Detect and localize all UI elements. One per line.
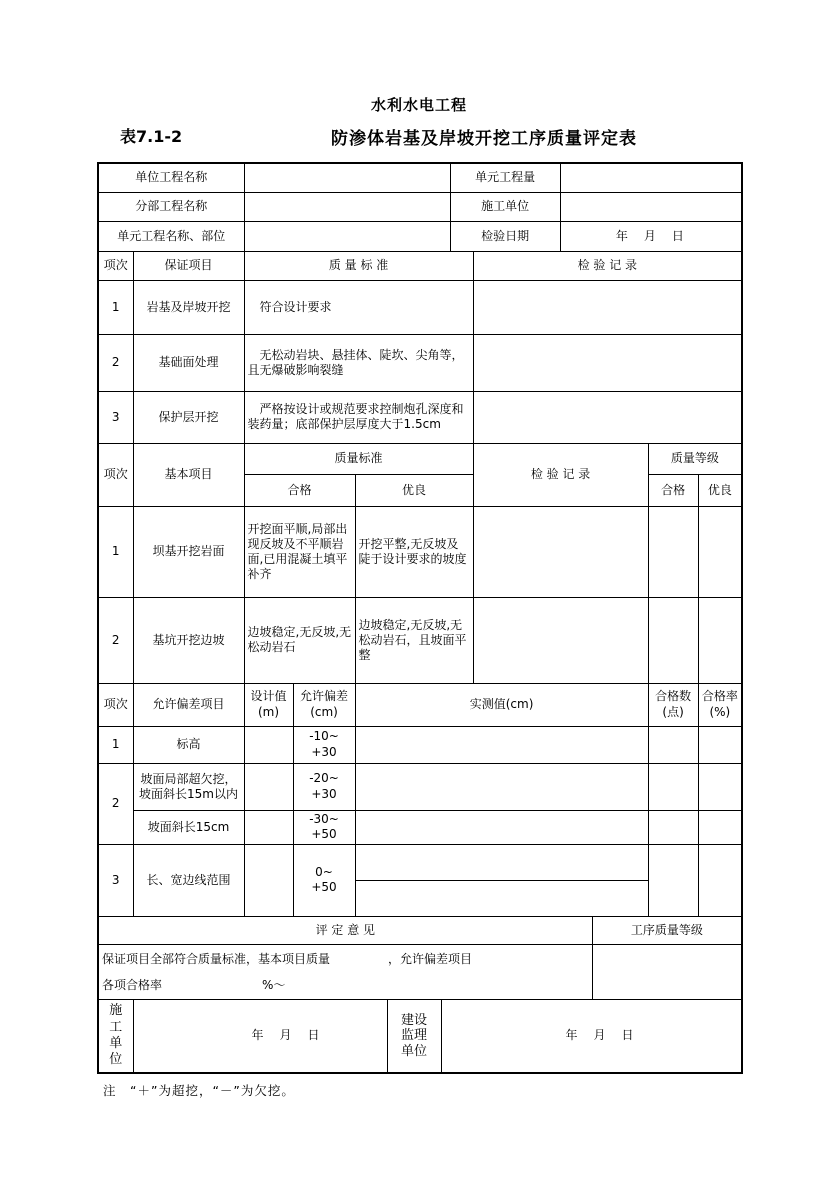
deviation-row-item: 标高 bbox=[133, 726, 244, 763]
basic-row-record bbox=[473, 597, 648, 683]
deviation-row-design-value bbox=[244, 810, 293, 844]
basic-header-index: 项次 bbox=[98, 443, 133, 506]
deviation-row-measured bbox=[355, 880, 648, 916]
deviation-row-pass-count bbox=[648, 844, 698, 916]
guarantee-header-record: 检 验 记 录 bbox=[473, 251, 742, 280]
info-label-division-project-name: 分部工程名称 bbox=[98, 192, 244, 221]
inspection-date-value: 年 月 日 bbox=[560, 221, 742, 251]
info-row-2 bbox=[98, 192, 742, 221]
info-value-construction-unit bbox=[560, 192, 742, 221]
guarantee-row-item: 保护层开挖 bbox=[133, 391, 244, 443]
basic-row-index: 1 bbox=[98, 506, 133, 597]
guarantee-row-standard: 符合设计要求 bbox=[244, 280, 473, 334]
signature-row bbox=[98, 999, 742, 1073]
deviation-header-item: 允许偏差项目 bbox=[133, 683, 244, 726]
deviation-row-pass-rate bbox=[698, 763, 742, 810]
info-value-unit-work-quantity bbox=[560, 163, 742, 192]
deviation-row-tolerance: -30~ +50 bbox=[293, 810, 355, 844]
guarantee-row-item: 岩基及岸坡开挖 bbox=[133, 280, 244, 334]
info-label-construction-unit: 施工单位 bbox=[450, 192, 560, 221]
info-value-division-project-name bbox=[244, 192, 450, 221]
deviation-row-pass-count bbox=[648, 763, 698, 810]
info-value-unit-project-name bbox=[244, 163, 450, 192]
basic-header-row-1 bbox=[98, 443, 742, 474]
supervisor-signature-area: 年 月 日 bbox=[441, 999, 742, 1073]
basic-row-1 bbox=[98, 506, 742, 597]
deviation-row-1 bbox=[98, 726, 742, 763]
basic-row-excellent-standard: 边坡稳定,无反坡,无松动岩石，且坡面平整 bbox=[355, 597, 473, 683]
document-sheet bbox=[97, 0, 741, 1099]
deviation-row-item: 长、宽边线范围 bbox=[133, 844, 244, 916]
process-quality-grade-value bbox=[592, 944, 742, 999]
guarantee-row-standard: 严格按设计或规范要求控制炮孔深度和装药量；底部保护层厚度大于1.5cm bbox=[244, 391, 473, 443]
guarantee-row-3 bbox=[98, 391, 742, 443]
deviation-header-design: 设计值 (m) bbox=[244, 683, 293, 726]
contractor-label: 施工单位 bbox=[109, 1003, 123, 1068]
guarantee-row-standard: 无松动岩块、悬挂体、陡坎、尖角等，且无爆破影响裂缝 bbox=[244, 334, 473, 391]
evaluation-line-1: 保证项目全部符合质量标准，基本项目质量 ，允许偏差项目 bbox=[102, 951, 473, 966]
info-value-unit-project-part bbox=[244, 221, 450, 251]
evaluation-line-2: 各项合格率 %～ bbox=[102, 977, 286, 992]
basic-header-grade-pass: 合格 bbox=[648, 474, 698, 506]
info-label-unit-project-part: 单元工程名称、部位 bbox=[98, 221, 244, 251]
guarantee-row-index: 3 bbox=[98, 391, 133, 443]
basic-row-index: 2 bbox=[98, 597, 133, 683]
basic-row-grade-excellent bbox=[698, 597, 742, 683]
deviation-row-measured bbox=[355, 763, 648, 810]
guarantee-row-index: 1 bbox=[98, 280, 133, 334]
deviation-header-tolerance: 允许偏差 (cm) bbox=[293, 683, 355, 726]
info-row-3 bbox=[98, 221, 742, 251]
basic-header-standard: 质量标准 bbox=[244, 443, 473, 474]
deviation-header-measured: 实测值(cm) bbox=[355, 683, 648, 726]
guarantee-header-row bbox=[98, 251, 742, 280]
deviation-row-pass-rate bbox=[698, 726, 742, 763]
info-label-unit-work-quantity: 单元工程量 bbox=[450, 163, 560, 192]
info-row-1 bbox=[98, 163, 742, 192]
deviation-row-index: 1 bbox=[98, 726, 133, 763]
basic-row-item: 基坑开挖边坡 bbox=[133, 597, 244, 683]
deviation-row-2b bbox=[98, 810, 742, 844]
deviation-row-tolerance: 0~ +50 bbox=[293, 844, 355, 916]
deviation-row-item: 坡面局部超欠挖，坡面斜长15m以内 bbox=[133, 763, 244, 810]
basic-row-pass-standard: 边坡稳定,无反坡,无松动岩石 bbox=[244, 597, 355, 683]
deviation-row-measured bbox=[355, 844, 648, 880]
basic-header-grade: 质量等级 bbox=[648, 443, 742, 474]
deviation-row-design-value bbox=[244, 844, 293, 916]
deviation-row-index: 2 bbox=[98, 763, 133, 844]
evaluation-header-row bbox=[98, 916, 742, 944]
deviation-row-2a bbox=[98, 763, 742, 810]
contractor-label-cell bbox=[98, 999, 133, 1073]
guarantee-header-standard: 质 量 标 准 bbox=[244, 251, 473, 280]
deviation-row-design-value bbox=[244, 763, 293, 810]
deviation-header-index: 项次 bbox=[98, 683, 133, 726]
basic-header-item: 基本项目 bbox=[133, 443, 244, 506]
basic-row-grade-pass bbox=[648, 597, 698, 683]
basic-header-pass: 合格 bbox=[244, 474, 355, 506]
deviation-row-pass-count bbox=[648, 810, 698, 844]
process-quality-grade-header: 工序质量等级 bbox=[592, 916, 742, 944]
info-label-inspection-date: 检验日期 bbox=[450, 221, 560, 251]
deviation-row-pass-count bbox=[648, 726, 698, 763]
guarantee-row-1 bbox=[98, 280, 742, 334]
basic-row-pass-standard: 开挖面平顺,局部出现反坡及不平顺岩面,已用混凝土填平补齐 bbox=[244, 506, 355, 597]
evaluation-text-row bbox=[98, 944, 742, 999]
basic-row-grade-pass bbox=[648, 506, 698, 597]
evaluation-opinion-text bbox=[98, 944, 592, 999]
basic-row-record bbox=[473, 506, 648, 597]
guarantee-row-item: 基础面处理 bbox=[133, 334, 244, 391]
deviation-row-design-value bbox=[244, 726, 293, 763]
deviation-header-pass-rate: 合格率 (%) bbox=[698, 683, 742, 726]
deviation-row-tolerance: -10~ +30 bbox=[293, 726, 355, 763]
contractor-signature-area: 年 月 日 bbox=[133, 999, 387, 1073]
supervisor-label: 建设监理单位 bbox=[401, 1012, 428, 1059]
guarantee-row-record bbox=[473, 391, 742, 443]
deviation-header-pass-count: 合格数 (点) bbox=[648, 683, 698, 726]
deviation-row-item: 坡面斜长15cm bbox=[133, 810, 244, 844]
title-row bbox=[97, 124, 741, 148]
basic-header-grade-excellent: 优良 bbox=[698, 474, 742, 506]
basic-header-excellent: 优良 bbox=[355, 474, 473, 506]
page-title: 防渗体岩基及岸坡开挖工序质量评定表 bbox=[331, 129, 637, 149]
info-label-unit-project-name: 单位工程名称 bbox=[98, 163, 244, 192]
basic-row-excellent-standard: 开挖平整,无反坡及陡于设计要求的坡度 bbox=[355, 506, 473, 597]
guarantee-header-index: 项次 bbox=[98, 251, 133, 280]
basic-row-item: 坝基开挖岩面 bbox=[133, 506, 244, 597]
guarantee-header-item: 保证项目 bbox=[133, 251, 244, 280]
basic-header-record: 检 验 记 录 bbox=[473, 443, 648, 506]
deviation-header-row bbox=[98, 683, 742, 726]
basic-row-2 bbox=[98, 597, 742, 683]
deviation-row-measured bbox=[355, 726, 648, 763]
guarantee-row-2 bbox=[98, 334, 742, 391]
deviation-row-tolerance: -20~ +30 bbox=[293, 763, 355, 810]
deviation-row-pass-rate bbox=[698, 810, 742, 844]
table-number: 表7.1-2 bbox=[120, 127, 183, 146]
deviation-row-index: 3 bbox=[98, 844, 133, 916]
guarantee-row-record bbox=[473, 334, 742, 391]
supervisor-label-cell bbox=[387, 999, 441, 1073]
document-title-line1: 水利水电工程 bbox=[370, 96, 467, 114]
guarantee-row-record bbox=[473, 280, 742, 334]
guarantee-row-index: 2 bbox=[98, 334, 133, 391]
footnote: 注 “＋”为超挖，“－”为欠挖。 bbox=[103, 1083, 295, 1099]
deviation-row-measured bbox=[355, 810, 648, 844]
quality-evaluation-form bbox=[97, 162, 743, 1074]
evaluation-opinion-header: 评 定 意 见 bbox=[98, 916, 592, 944]
deviation-row-3a bbox=[98, 844, 742, 880]
basic-row-grade-excellent bbox=[698, 506, 742, 597]
deviation-row-pass-rate bbox=[698, 844, 742, 916]
